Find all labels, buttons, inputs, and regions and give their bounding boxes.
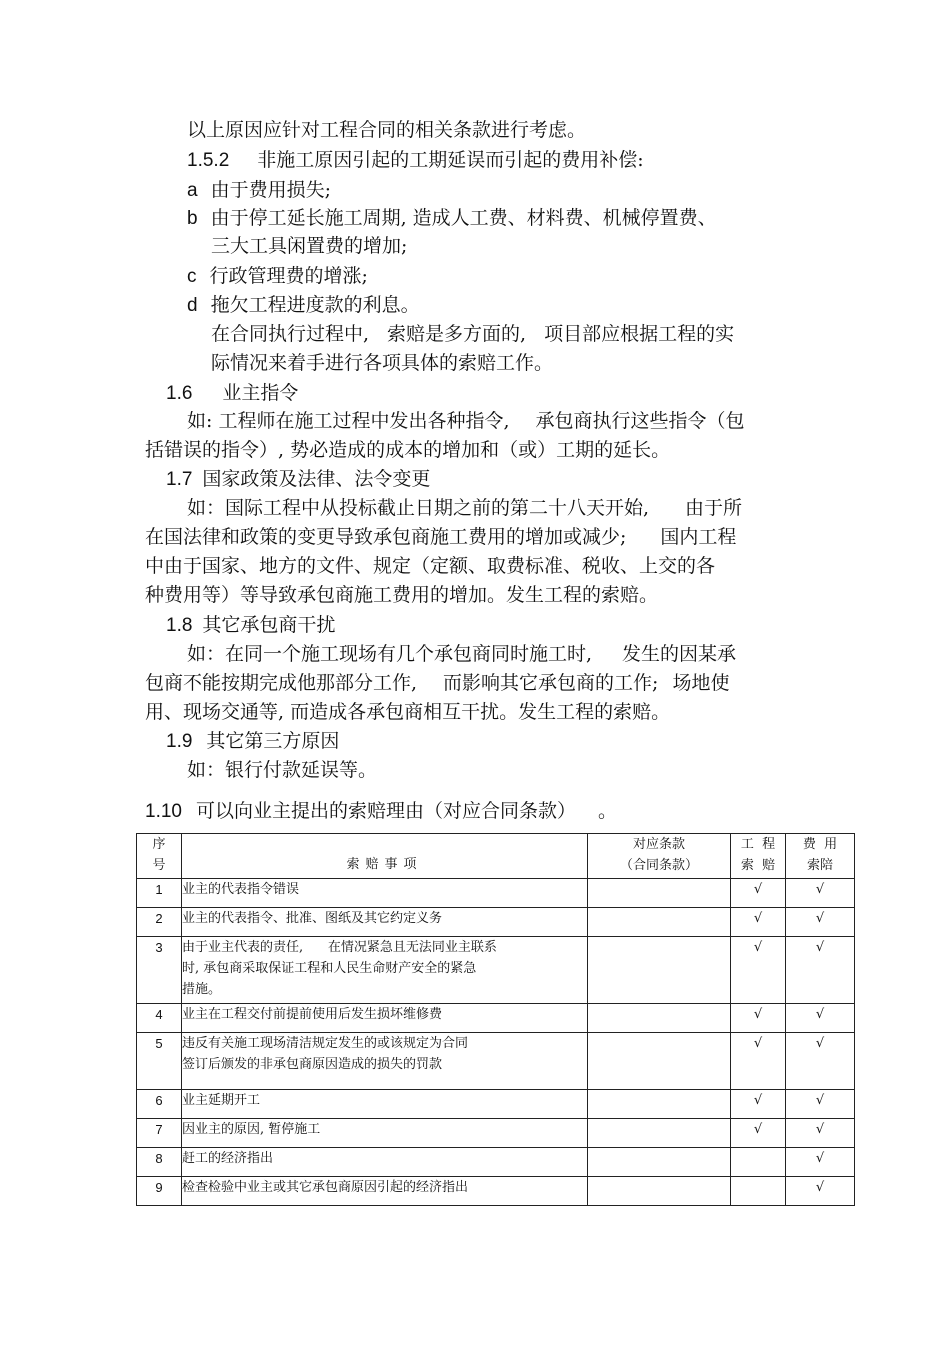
paragraph-contractor-interference-line3 bbox=[145, 700, 670, 724]
text-segment: 索赔是多方面的, bbox=[387, 323, 527, 345]
header-text: （合同条款） bbox=[619, 858, 698, 873]
paragraph-contractor-interference-line2 bbox=[145, 671, 729, 695]
claim-item bbox=[182, 1004, 588, 1033]
cost-check: √ bbox=[786, 1033, 855, 1090]
text-segment: 用、现场交通等, 而造成各承包商相互干扰。发生工程的索赔。 bbox=[145, 701, 671, 723]
list-item-a bbox=[187, 178, 331, 203]
claim-item bbox=[182, 1148, 588, 1177]
section-title: 其它承包商干扰 bbox=[202, 614, 336, 636]
heading-1-10 bbox=[145, 799, 617, 824]
text-segment: 承包商执行这些指令（包 bbox=[535, 410, 745, 432]
text-segment: 际情况来着手进行各项具体的索赔工作。 bbox=[211, 352, 554, 374]
text-segment: 包商不能按期完成他那部分工作, bbox=[145, 672, 418, 694]
paragraph-claims-many-aspects bbox=[211, 322, 734, 346]
clause-cell bbox=[588, 1090, 731, 1119]
clause-cell bbox=[588, 1119, 731, 1148]
heading-1-9 bbox=[166, 729, 339, 754]
text-segment: 场地使 bbox=[672, 672, 730, 694]
header-claim-item: 索赔事项 bbox=[182, 834, 588, 879]
text-segment: 种费用等）等导致承包商施工费用的增加。发生工程的索赔。 bbox=[145, 584, 659, 606]
list-item-b bbox=[187, 206, 717, 231]
cost-check: √ bbox=[786, 937, 855, 1004]
cost-check: √ bbox=[786, 1148, 855, 1177]
table-row bbox=[137, 1119, 855, 1148]
text-segment: 在合同执行过程中, bbox=[211, 323, 370, 345]
section-number: 1.7 bbox=[166, 469, 193, 490]
text-segment: 项目部应根据工程的实 bbox=[544, 323, 735, 345]
list-text: 三大工具闲置费的增加; bbox=[211, 235, 408, 257]
list-marker: a bbox=[187, 180, 198, 201]
text-segment: 中由于国家、地方的文件、规定（定额、取费标准、税收、上交的各 bbox=[145, 555, 716, 577]
heading-1-7 bbox=[166, 467, 430, 492]
text-segment: 国内工程 bbox=[660, 526, 737, 548]
claim-item bbox=[182, 908, 588, 937]
list-item-d bbox=[187, 293, 420, 318]
clause-cell bbox=[588, 937, 731, 1004]
schedule-check: √ bbox=[731, 1090, 786, 1119]
cost-check: √ bbox=[786, 879, 855, 908]
cost-check: √ bbox=[786, 1090, 855, 1119]
text-segment: 由于所 bbox=[685, 497, 743, 519]
section-number: 1.6 bbox=[166, 383, 193, 404]
header-text: 工 程 bbox=[740, 837, 776, 852]
text-segment: 发生的因某承 bbox=[622, 643, 737, 665]
text-segment: 如: 工程师在施工过程中发出各种指令, bbox=[187, 410, 510, 432]
table-row bbox=[137, 1090, 855, 1119]
claim-item-line: 违反有关施工现场清洁规定发生的或该规定为合同 bbox=[182, 1036, 469, 1051]
clause-cell bbox=[588, 908, 731, 937]
claim-item-line: 因业主的原因, 暂停施工 bbox=[182, 1122, 321, 1137]
schedule-check: √ bbox=[731, 879, 786, 908]
schedule-check: √ bbox=[731, 1119, 786, 1148]
row-number: 3 bbox=[137, 937, 182, 1004]
paragraph-contractor-interference bbox=[187, 642, 736, 666]
list-item-c bbox=[187, 264, 368, 289]
row-number: 5 bbox=[137, 1033, 182, 1090]
table-row bbox=[137, 1004, 855, 1033]
table-row bbox=[137, 937, 855, 1004]
cost-check: √ bbox=[786, 1119, 855, 1148]
list-text: 拖欠工程进度款的利息。 bbox=[210, 294, 420, 316]
table-row bbox=[137, 908, 855, 937]
schedule-check: √ bbox=[731, 1004, 786, 1033]
cost-check: √ bbox=[786, 1177, 855, 1206]
paragraph-policy-change bbox=[187, 496, 742, 520]
paragraph-policy-change-line2 bbox=[145, 525, 736, 549]
row-number: 8 bbox=[137, 1148, 182, 1177]
table-row bbox=[137, 1148, 855, 1177]
section-title: 国家政策及法律、法令变更 bbox=[202, 468, 431, 490]
row-number: 6 bbox=[137, 1090, 182, 1119]
cost-check: √ bbox=[786, 1004, 855, 1033]
schedule-check bbox=[731, 1148, 786, 1177]
text-segment: 括错误的指令）, 势必造成的成本的增加和（或）工期的延长。 bbox=[145, 439, 671, 461]
row-number: 9 bbox=[137, 1177, 182, 1206]
list-text: 行政管理费的增涨; bbox=[209, 265, 368, 287]
claim-item-line: 赶工的经济指出 bbox=[182, 1151, 274, 1166]
text-segment: 而影响其它承包商的工作; bbox=[443, 672, 659, 694]
schedule-check: √ bbox=[731, 1033, 786, 1090]
section-title: 其它第三方原因 bbox=[206, 730, 340, 752]
schedule-check bbox=[731, 1177, 786, 1206]
paragraph-policy-change-line3 bbox=[145, 554, 715, 578]
section-number: 1.5.2 bbox=[187, 150, 230, 171]
clause-cell bbox=[588, 1004, 731, 1033]
header-text: 对应条款 bbox=[632, 837, 685, 852]
table-header-row bbox=[137, 834, 855, 879]
schedule-check: √ bbox=[731, 908, 786, 937]
claim-item-line: 业主的代表指令错误 bbox=[182, 882, 300, 897]
claim-item bbox=[182, 1119, 588, 1148]
paragraph-owner-instructions bbox=[187, 409, 745, 433]
row-number: 4 bbox=[137, 1004, 182, 1033]
heading-1-5-2 bbox=[187, 148, 644, 173]
paragraph-owner-instructions-continued bbox=[145, 438, 670, 462]
claim-item-line: 由于业主代表的责任, 在情况紧急且无法同业主联系 bbox=[182, 940, 497, 955]
paragraph-text: 以上原因应针对工程合同的相关条款进行考虑。 bbox=[187, 119, 587, 141]
claim-item bbox=[182, 1177, 588, 1206]
list-text: 由于费用损失; bbox=[210, 179, 331, 201]
row-number: 2 bbox=[137, 908, 182, 937]
header-clause bbox=[588, 834, 731, 879]
section-number: 1.8 bbox=[166, 615, 193, 636]
text-segment: 如：在同一个施工现场有几个承包商同时施工时, bbox=[187, 643, 593, 665]
claim-item-line: 业主延期开工 bbox=[182, 1093, 261, 1108]
claim-item bbox=[182, 879, 588, 908]
schedule-check: √ bbox=[731, 937, 786, 1004]
section-title-end: 。 bbox=[598, 800, 618, 822]
list-marker: d bbox=[187, 295, 198, 316]
table-row bbox=[137, 879, 855, 908]
list-item-b-continued bbox=[211, 234, 407, 258]
heading-1-6 bbox=[166, 381, 298, 406]
section-title: 可以向业主提出的索赔理由（对应合同条款） bbox=[195, 800, 576, 822]
row-number: 7 bbox=[137, 1119, 182, 1148]
paragraph-consider-clauses bbox=[187, 118, 586, 142]
claim-item-line: 业主在工程交付前提前使用后发生损坏维修费 bbox=[182, 1007, 443, 1022]
claim-item-line: 检查检验中业主或其它承包商原因引起的经济指出 bbox=[182, 1180, 469, 1195]
cost-check: √ bbox=[786, 908, 855, 937]
claim-item bbox=[182, 1033, 588, 1090]
text-segment: 如：国际工程中从投标截止日期之前的第二十八天开始, bbox=[187, 497, 650, 519]
claims-table bbox=[136, 833, 855, 1206]
section-title: 非施工原因引起的工期延误而引起的费用补偿: bbox=[257, 149, 644, 171]
section-number: 1.10 bbox=[145, 801, 182, 822]
list-marker: c bbox=[187, 266, 197, 287]
claim-item-line: 时, 承包商采取保证工程和人民生命财产安全的紧急 bbox=[182, 961, 477, 976]
row-number: 1 bbox=[137, 879, 182, 908]
claim-item-line: 业主的代表指令、批准、图纸及其它约定义务 bbox=[182, 911, 443, 926]
header-schedule-claim bbox=[731, 834, 786, 879]
header-no bbox=[137, 834, 182, 879]
clause-cell bbox=[588, 1177, 731, 1206]
table-row bbox=[137, 1177, 855, 1206]
paragraph-policy-change-line4 bbox=[145, 583, 658, 607]
clause-cell bbox=[588, 1033, 731, 1090]
header-cost-claim bbox=[786, 834, 855, 879]
text-segment: 在国法律和政策的变更导致承包商施工费用的增加或减少; bbox=[145, 526, 627, 548]
header-text: 费 用 bbox=[802, 837, 838, 852]
list-marker: b bbox=[187, 208, 198, 229]
claim-item-line: 措施。 bbox=[182, 982, 222, 997]
paragraph-claims-continued bbox=[211, 351, 553, 375]
section-title: 业主指令 bbox=[222, 382, 299, 404]
clause-cell bbox=[588, 1148, 731, 1177]
list-text: 由于停工延长施工周期, 造成人工费、材料费、机械停置费、 bbox=[210, 207, 717, 229]
header-text: 索陪 bbox=[806, 858, 833, 873]
claim-item bbox=[182, 937, 588, 1004]
table-row bbox=[137, 1033, 855, 1090]
clause-cell bbox=[588, 879, 731, 908]
claim-item-line: 签订后颁发的非承包商原因造成的损失的罚款 bbox=[182, 1057, 443, 1072]
paragraph-bank-delay bbox=[187, 758, 377, 782]
header-text: 索 赔 bbox=[740, 858, 776, 873]
section-number: 1.9 bbox=[166, 731, 193, 752]
claim-item bbox=[182, 1090, 588, 1119]
header-text: 序 bbox=[152, 837, 166, 852]
text-segment: 如：银行付款延误等。 bbox=[187, 759, 378, 781]
header-text: 号 bbox=[152, 858, 166, 873]
heading-1-8 bbox=[166, 613, 335, 638]
